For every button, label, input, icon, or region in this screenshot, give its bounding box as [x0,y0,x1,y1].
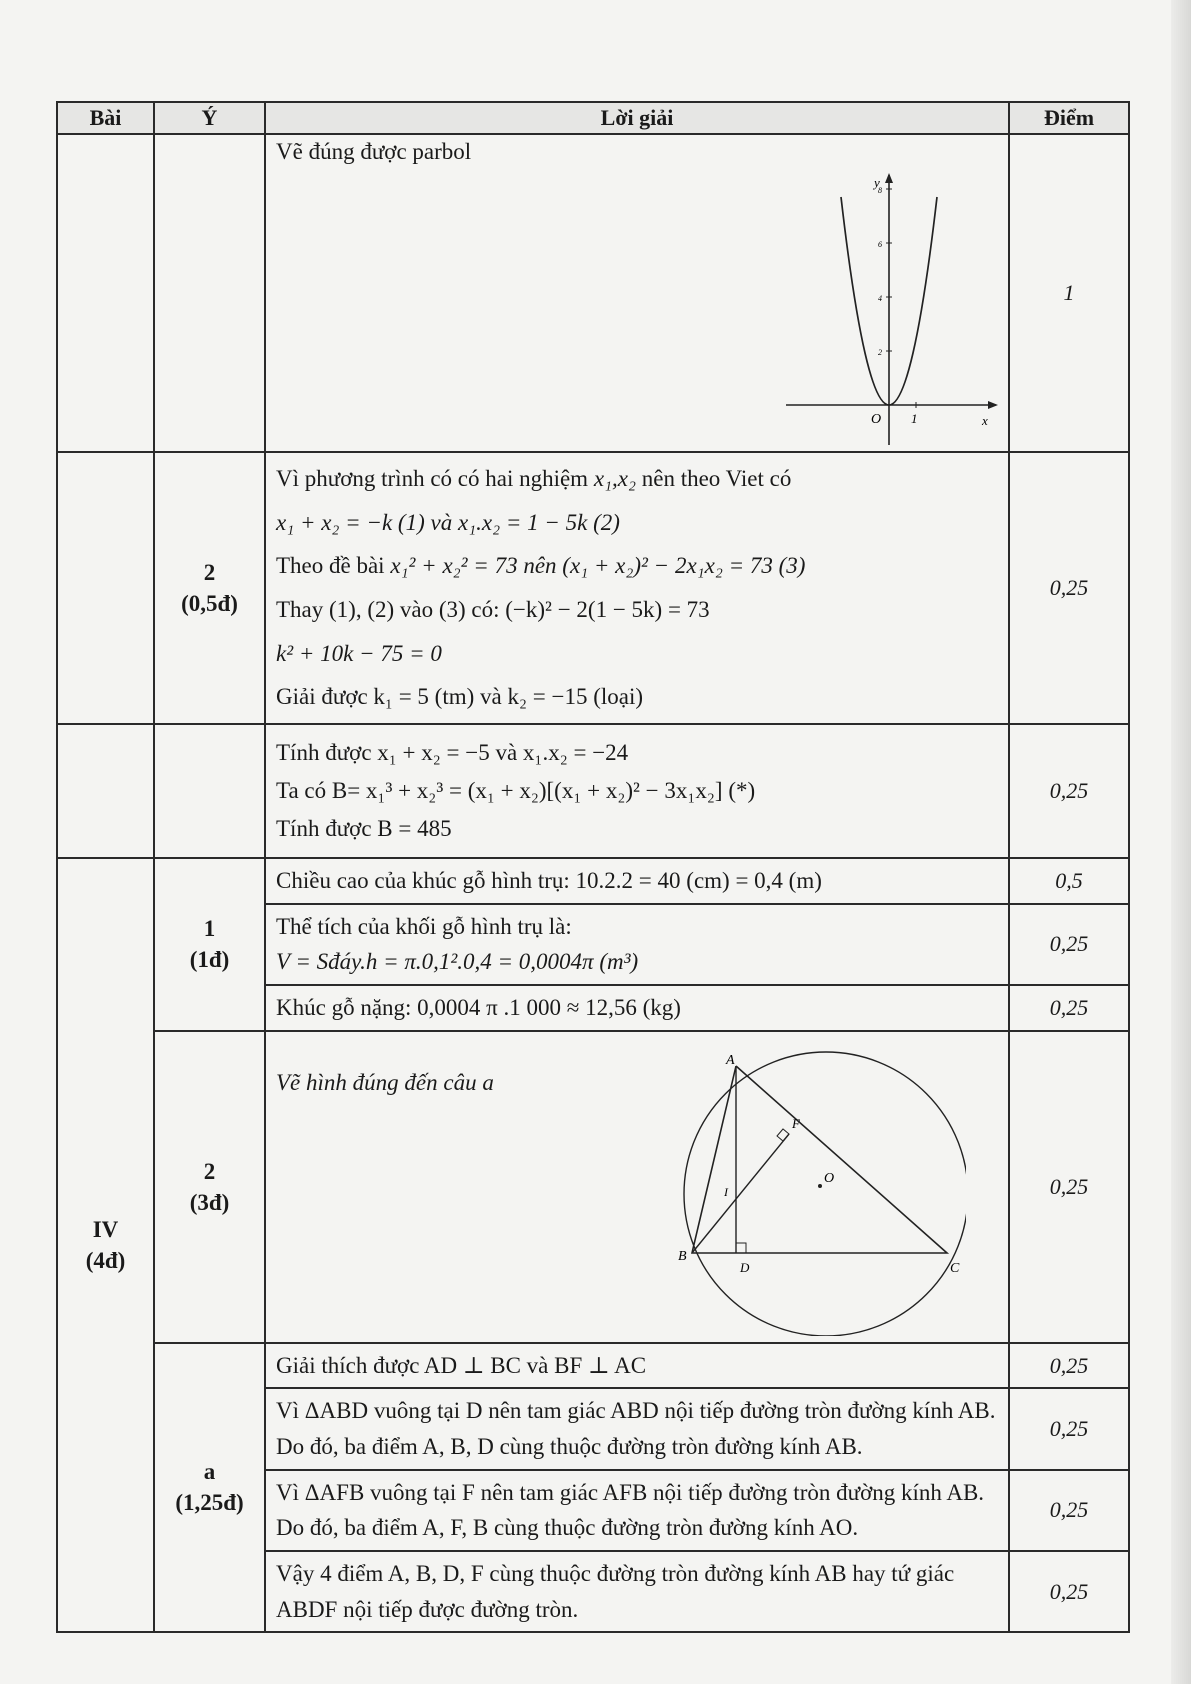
points-cell: 0,25 [1009,1551,1129,1632]
y-points: (0,5đ) [181,591,238,617]
solution-line: Chiều cao của khúc gỗ hình trụ: 10.2.2 = 40 (cm) = 0,4 (m) [276,868,822,894]
bai-label: IV [92,1217,119,1243]
table-row [57,724,1129,858]
bai-points: (4đ) [85,1248,126,1274]
points-cell: 0,25 [1009,985,1129,1031]
right-angle-d [736,1243,746,1253]
solution-line: Theo đề bài x₁² + x₂² = 73 nên (x₁ + x₂)² − 2x₁x₂ = 73 (3) [276,553,806,579]
y-label: 2 [203,1158,216,1184]
y-label: 2 [203,560,216,586]
center-point [818,1184,822,1188]
points-cell: 0,5 [1009,858,1129,904]
y-cell [154,452,265,724]
y-cell [154,724,265,858]
origin-label: O [871,412,882,427]
x-axis-label: x [982,413,988,428]
triangle-abc [692,1066,947,1253]
geometry-figure [676,1046,966,1336]
y-cell [154,1031,265,1343]
solution-line: Tính được x₁ + x₂ = −5 và x₁.x₂ = −24 [276,740,629,766]
y-label: a [203,1459,216,1485]
solution-cell [265,985,1009,1031]
solution-line: Vì ΔABD vuông tại D nên tam giác ABD nội tiếp đường tròn đường kính AB. Do đó, ba điểm A, B, D cùng thuộc đường tròn đường kính AB. [276,1398,996,1459]
solution-line: V = Sđáy.h = π.0,1².0,4 = 0,0004π (m³) [276,949,639,975]
solution-cell [265,452,1009,724]
bai-cell [57,134,154,452]
points-cell: 0,25 [1009,904,1129,985]
label-i: I [724,1184,728,1199]
y-tick-label: 4 [878,294,882,303]
label-d: D [740,1259,750,1275]
solution-cell [265,1388,1009,1469]
points-cell: 0,25 [1009,1343,1129,1389]
scan-page-edge [1171,0,1191,1684]
y-tick-label: 6 [878,240,882,249]
y-cell [154,134,265,452]
y-points: (1,25đ) [175,1490,244,1516]
label-b: B [678,1248,687,1264]
table-row [57,452,1129,724]
points-cell: 0,25 [1009,724,1129,858]
y-tick-label: 8 [878,186,882,195]
solution-cell [265,134,1009,452]
solution-line: Vì phương trình có có hai nghiệm x₁,x₂ nên theo Viet có [276,466,792,491]
y-axis-label: y [874,175,880,190]
label-f: F [792,1115,800,1131]
label-o: O [824,1170,835,1186]
label-c: C [950,1260,960,1276]
right-angle-f [777,1129,789,1141]
bai-cell [57,724,154,858]
solution-line: Giải thích được AD ⊥ BC và BF ⊥ AC [276,1352,647,1378]
y-points: (1đ) [189,947,230,973]
table-header-row [57,102,1129,134]
solution-cell [265,724,1009,858]
table-row [57,858,1129,904]
solution-line: k² + 10k − 75 = 0 [276,640,442,666]
y-points: (3đ) [189,1189,230,1215]
solution-line: Tính được B = 485 [276,816,452,842]
label-a: A [726,1052,735,1068]
y-axis-arrow [885,173,893,183]
solution-line: Vậy 4 điểm A, B, D, F cùng thuộc đường tròn đường kính AB hay tứ giác ABDF nội tiếp được đường tròn. [276,1560,955,1622]
solution-cell [265,904,1009,985]
solution-cell [265,858,1009,904]
figure-caption: Vẽ hình đúng đến câu a [276,1069,494,1095]
points-cell: 0,25 [1009,1031,1129,1343]
points-cell: 0,25 [1009,1388,1129,1469]
solution-line: x₁ + x₂ = −k (1) và x₁.x₂ = 1 − 5k (2) [276,509,620,535]
bai-cell [57,452,154,724]
solution-cell [265,1470,1009,1551]
solution-line: Giải được k₁ = 5 (tm) và k₂ = −15 (loại) [276,684,644,710]
solution-line: Ta có B= x₁³ + x₂³ = (x₁ + x₂)[(x₁ + x₂)² − 3x₁x₂] (*) [276,778,756,804]
solution-cell [265,1343,1009,1389]
header-bai: Bài [57,102,154,134]
points-cell: 0,25 [1009,452,1129,724]
y-label: 1 [203,916,216,942]
solution-line: Vì ΔAFB vuông tại F nên tam giác AFB nội tiếp đường tròn đường kính AB. Do đó, ba điểm A, F, B cùng thuộc đường tròn đường kính AO. [276,1479,985,1541]
header-diem: Điểm [1009,102,1129,134]
bai-cell-iv [57,858,154,1632]
solution-cell [265,1551,1009,1632]
grading-table [56,101,1130,1633]
table-row [57,134,1129,452]
parabola-graph [786,173,1001,449]
table-row [57,1343,1129,1389]
solution-line: Thay (1), (2) vào (3) có: (−k)² − 2(1 − 5k) = 73 [276,597,710,623]
x-axis-arrow [988,401,998,409]
header-loi-giai: Lời giải [265,102,1009,134]
x-tick-label: 1 [911,411,918,426]
table-row [57,1031,1129,1343]
solution-cell [265,1031,1009,1343]
points-cell: 0,25 [1009,1470,1129,1551]
points-cell: 1 [1009,134,1129,452]
solution-line: Thể tích của khối gỗ hình trụ là: [276,913,572,939]
y-cell [154,1343,265,1632]
header-y: Ý [154,102,265,134]
y-tick-label: 2 [878,348,882,357]
parabola-text: Vẽ đúng được parbol [276,139,472,164]
solution-line: Khúc gỗ nặng: 0,0004 π .1 000 ≈ 12,56 (kg) [276,995,681,1021]
y-cell [154,858,265,1031]
